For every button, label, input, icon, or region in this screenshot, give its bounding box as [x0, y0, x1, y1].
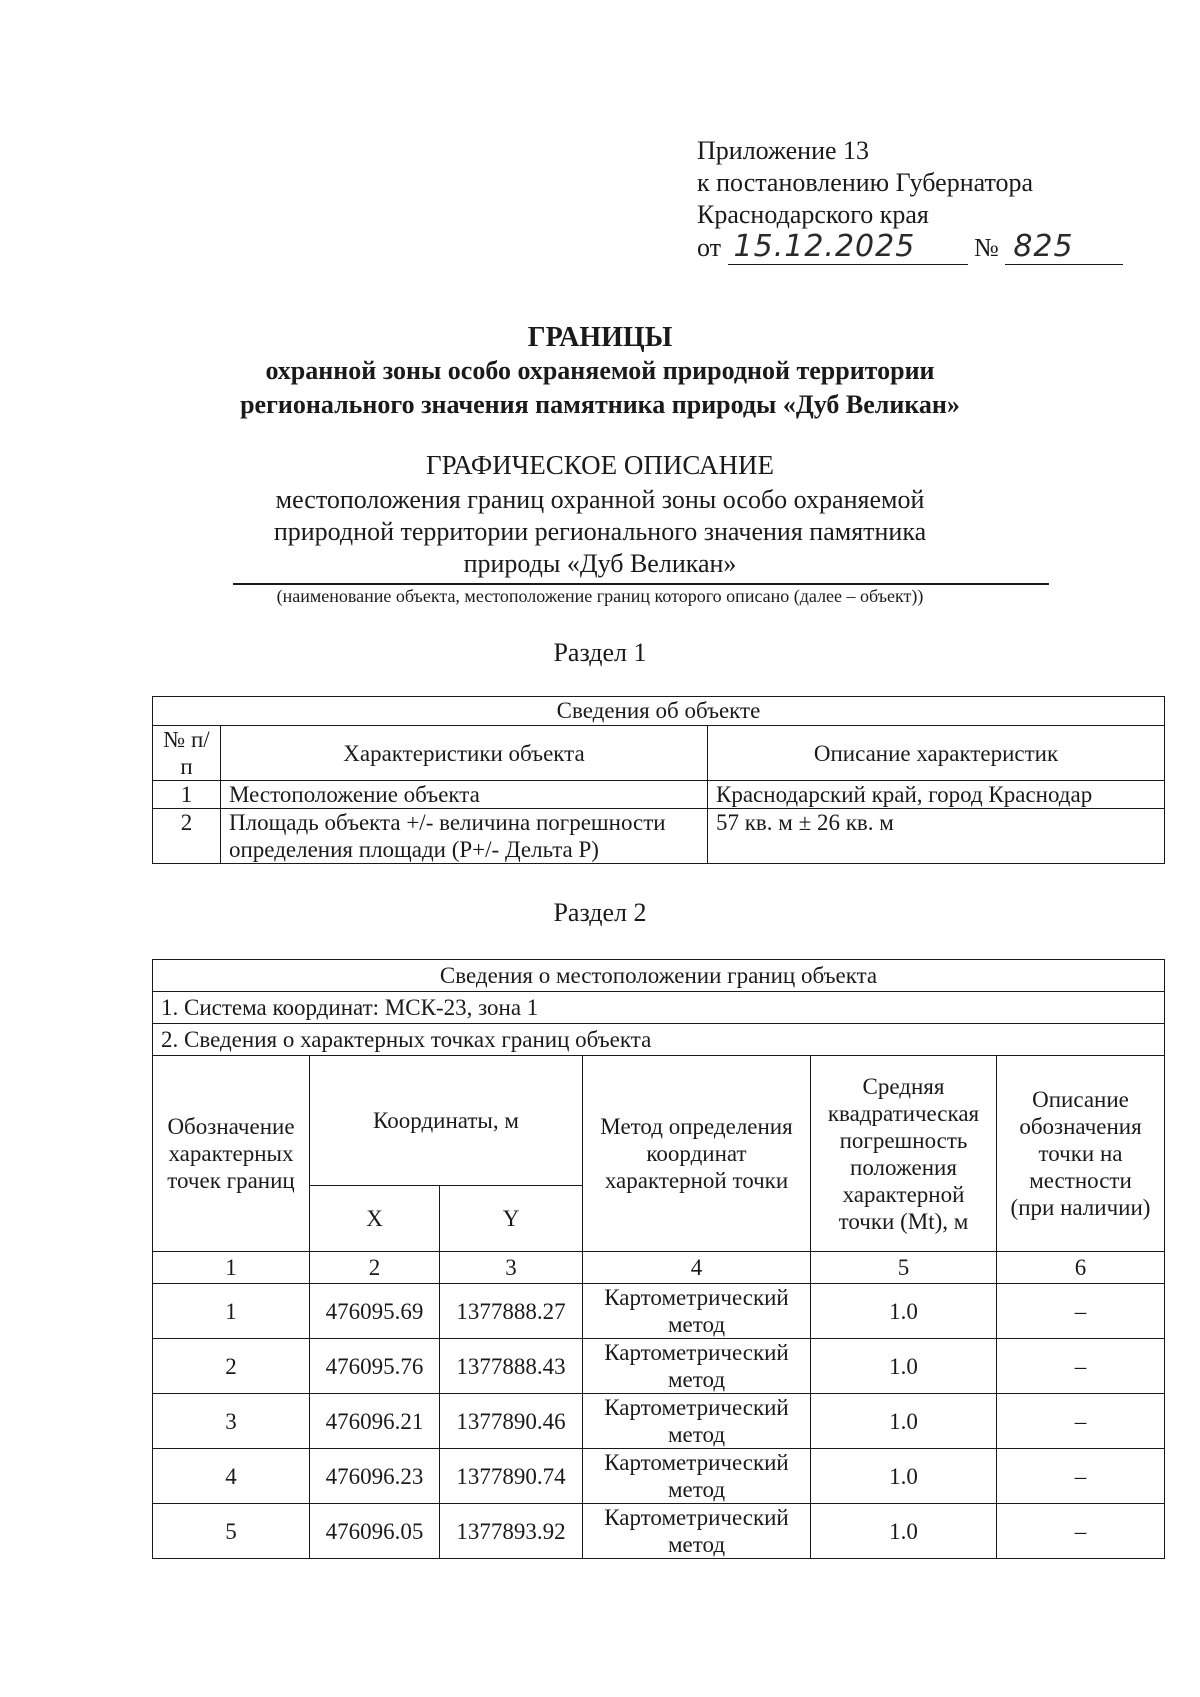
header-error: Средняя квадратическая погрешность положения характерной точки (Mt), м — [811, 1056, 997, 1252]
point-x: 476095.76 — [310, 1339, 440, 1394]
point-x: 476096.21 — [310, 1394, 440, 1449]
row-characteristic: Площадь объекта +/- величина погрешности определения площади (P+/- Дельта P) — [221, 809, 708, 864]
header-characteristic: Характеристики объекта — [221, 726, 708, 781]
column-number: 5 — [811, 1252, 997, 1284]
header-number: № п/п — [153, 726, 221, 781]
column-number: 4 — [583, 1252, 811, 1284]
point-error: 1.0 — [811, 1449, 997, 1504]
graphic-heading: ГРАФИЧЕСКОЕ ОПИСАНИЕ — [425, 450, 775, 480]
point-number: 3 — [153, 1394, 310, 1449]
point-description: – — [997, 1284, 1165, 1339]
graphic-line: местоположения границ охранной зоны особо охраняемой — [275, 485, 925, 514]
document-title: ГРАНИЦЫ — [527, 322, 673, 353]
point-error: 1.0 — [811, 1394, 997, 1449]
point-y: 1377890.46 — [440, 1394, 583, 1449]
point-method: Картометрический метод — [583, 1504, 811, 1559]
row-value: 57 кв. м ± 26 кв. м — [708, 809, 1165, 864]
point-method: Картометрический метод — [583, 1284, 811, 1339]
point-y: 1377893.92 — [440, 1504, 583, 1559]
header-x: X — [310, 1186, 440, 1252]
row-number: 1 — [153, 781, 221, 809]
point-error: 1.0 — [811, 1339, 997, 1394]
row-value: Краснодарский край, город Краснодар — [708, 781, 1165, 809]
appendix-line: Краснодарского края — [697, 200, 929, 229]
point-y: 1377888.27 — [440, 1284, 583, 1339]
column-number: 2 — [310, 1252, 440, 1284]
header-y: Y — [440, 1186, 583, 1252]
object-name-hint: (наименование объекта, местоположение границ которого описано (далее – объект)) — [276, 586, 924, 606]
table-title: Сведения о местоположении границ объекта — [153, 960, 1165, 992]
date-field — [728, 231, 968, 265]
handwritten-date: 15.12.2025 — [733, 229, 916, 264]
header-designation: Обозначение характерных точек границ — [153, 1056, 310, 1252]
graphic-line: природной территории регионального значения памятника — [273, 517, 927, 546]
column-number-row — [153, 1252, 1165, 1284]
number-field — [1005, 231, 1123, 265]
table-row — [153, 781, 1165, 809]
appendix-line: к постановлению Губернатора — [697, 168, 1034, 197]
graphic-line: природы «Дуб Великан» — [463, 549, 737, 578]
table-row — [153, 1449, 1165, 1504]
document-subtitle: регионального значения памятника природы «Дуб Великан» — [240, 390, 960, 419]
date-number-line — [697, 231, 1123, 265]
point-description: – — [997, 1339, 1165, 1394]
table-row — [153, 1504, 1165, 1559]
header-description: Описание характеристик — [708, 726, 1165, 781]
point-description: – — [997, 1394, 1165, 1449]
table-title: Сведения об объекте — [153, 697, 1165, 726]
row-characteristic: Местоположение объекта — [221, 781, 708, 809]
table-row — [153, 1284, 1165, 1339]
point-description: – — [997, 1504, 1165, 1559]
table-row — [153, 1394, 1165, 1449]
section-2-title: Раздел 2 — [553, 898, 647, 927]
point-number: 1 — [153, 1284, 310, 1339]
point-description: – — [997, 1449, 1165, 1504]
object-info-table — [152, 696, 1165, 864]
point-x: 476096.23 — [310, 1449, 440, 1504]
column-number: 3 — [440, 1252, 583, 1284]
point-x: 476096.05 — [310, 1504, 440, 1559]
document-subtitle: охранной зоны особо охраняемой природной территории — [265, 356, 935, 385]
date-prefix: от — [697, 233, 722, 262]
boundary-points-table — [152, 959, 1165, 1559]
number-prefix: № — [974, 233, 999, 262]
table-row — [153, 809, 1165, 864]
point-y: 1377888.43 — [440, 1339, 583, 1394]
row-number: 2 — [153, 809, 221, 864]
table-row — [153, 1339, 1165, 1394]
point-x: 476095.69 — [310, 1284, 440, 1339]
point-y: 1377890.74 — [440, 1449, 583, 1504]
point-number: 4 — [153, 1449, 310, 1504]
point-number: 5 — [153, 1504, 310, 1559]
handwritten-number: 825 — [1013, 229, 1074, 264]
point-method: Картометрический метод — [583, 1394, 811, 1449]
point-error: 1.0 — [811, 1284, 997, 1339]
point-method: Картометрический метод — [583, 1339, 811, 1394]
section-1-title: Раздел 1 — [553, 638, 647, 667]
appendix-line: Приложение 13 — [697, 136, 870, 165]
header-method: Метод определения координат характерной точки — [583, 1056, 811, 1252]
divider-line — [233, 583, 1049, 585]
point-method: Картометрический метод — [583, 1449, 811, 1504]
coordinate-system: 1. Система координат: МСК-23, зона 1 — [153, 992, 1165, 1024]
header-coordinates: Координаты, м — [310, 1056, 583, 1186]
appendix-block — [697, 135, 1123, 265]
header-description: Описание обозначения точки на местности (при наличии) — [997, 1056, 1165, 1252]
point-number: 2 — [153, 1339, 310, 1394]
point-error: 1.0 — [811, 1504, 997, 1559]
column-number: 1 — [153, 1252, 310, 1284]
points-title: 2. Сведения о характерных точках границ объекта — [153, 1024, 1165, 1056]
column-number: 6 — [997, 1252, 1165, 1284]
